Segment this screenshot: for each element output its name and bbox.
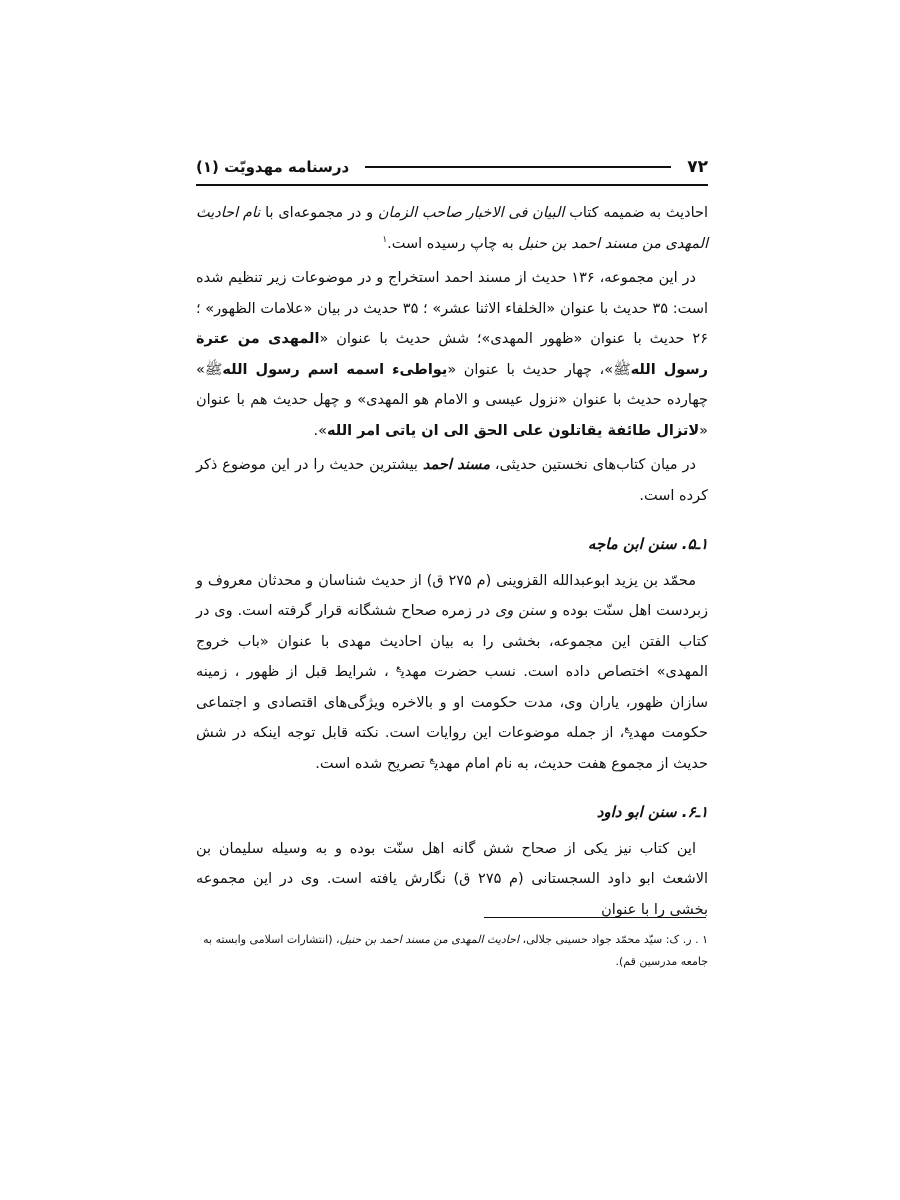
footnote [196,929,708,973]
text-run: احادیث به ضمیمه کتاب [564,205,709,221]
paragraph-1 [196,198,708,259]
text-run: در میان کتاب‌های نخستین حدیثی، [489,457,696,473]
book-title: البیان فی الاخبار صاحب الزمان [377,205,565,221]
body-text [196,198,708,929]
text-run: محمّد بن یزید ابوعبدالله القزوینی (م ۲۷۵ ق) از حدیث شناسان و محدثان معروف و زبردست اهل سنّت بوده و [196,572,708,619]
text-run: در این مجموعه، ۱۳۶ حدیث از مسند احمد استخراج و در موضوعات زیر تنظیم شده است: ۳۵ حدیث با عنوان «الخلفاء الاثنا عشر» ؛ ۳۵ حدیث در بیان «علامات الظهور» ؛ ۲۶ حدیث با عنوان «ظهور المهدی»؛ شش حدیث با عنوان « [196,270,708,347]
text-run: بیشترین حدیث را در این موضوع ذکر کرده است. [196,457,708,504]
bold-title: المهدی من عترة رسول الله [196,331,708,378]
bold-title: لاتزال طائفة یقاتلون علی الحق الی ان یاتی امر الله [326,422,700,439]
paragraph-abu-dawud [196,834,708,926]
text-run: ». [313,422,327,439]
section-heading-abu-dawud: ۱ـ۶. سنن ابو داود [596,803,708,821]
honorific-glyph: ع [429,754,435,765]
header-underline [196,184,708,186]
running-head: درسنامه مهدویّت (۱) [196,158,350,176]
footnote-text: ، (انتشارات اسلامی وابسته به جامعه مدرسین قم). [203,933,708,968]
page-header [196,152,708,182]
book-title: سنن وی [495,603,546,619]
text-run: ، شرایط قبل از ظهور ، زمینه سازان ظهور، یاران وی، مدت حکومت او و بالاخره ویژگی‌های اقتصادی و اجتماعی حکومت مهدی [196,664,708,741]
honorific-glyph: ع [624,724,630,735]
text-run: در زمره صحاح ششگانه قرار گرفته است. وی در کتاب الفتن این مجموعه، بخشی را به بیان احادیث مهدی با عنوان «باب خروج المهدی» اختصاص داده است. نسب حضرت مهدی [196,603,708,680]
text-run: ﷺ»، چهار حدیث با عنوان « [447,361,631,378]
footnote-ref[interactable]: ۱ [382,234,388,245]
bold-title: یواطیء اسمه اسم رسول الله [222,361,448,378]
text-run: ﷺ» چهارده حدیث با عنوان «نزول عیسی و الامام هو المهدی» و چهل حدیث هم با عنوان « [196,361,708,439]
text-run: و در مجموعه‌ای با [260,205,378,221]
text-run: به چاپ رسیده است. [387,235,519,252]
book-title: نام احادیث المهدی من مسند احمد بن حنبل [196,205,708,252]
page-number: ۷۲ [687,157,708,177]
paragraph-2 [196,263,708,446]
paragraph-ibn-majah [196,566,708,780]
header-rule [365,166,671,168]
text-run: تصریح شده است. [315,755,430,772]
paragraph-3 [196,450,708,511]
book-title: مسند احمد [422,457,490,473]
text-run: این کتاب نیز یکی از صحاح شش گانه اهل سنّت بوده و به وسیله سلیمان بن الاشعث ابو داود السجستانی (م ۲۷۵ ق) نگارش یافته است. وی در این مجموعه بخشی را با عنوان [196,840,709,918]
footnote-rule [484,917,706,918]
footnote-book-title: احادیث المهدی من مسند احمد بن حنبل [339,933,520,946]
section-heading-ibn-majah: ۱ـ۵. سنن ابن ماجه [587,535,708,553]
footnote-text: ۱ . ر. ک: سیّد محمّد جواد حسینی جلالی، [519,933,708,946]
text-run: ، از جمله موضوعات این روایات است. نکته قابل توجه اینکه در شش حدیث از مجموع هفت حدیث، به نام امام مهدی [196,725,708,772]
honorific-glyph: ع [395,663,401,674]
